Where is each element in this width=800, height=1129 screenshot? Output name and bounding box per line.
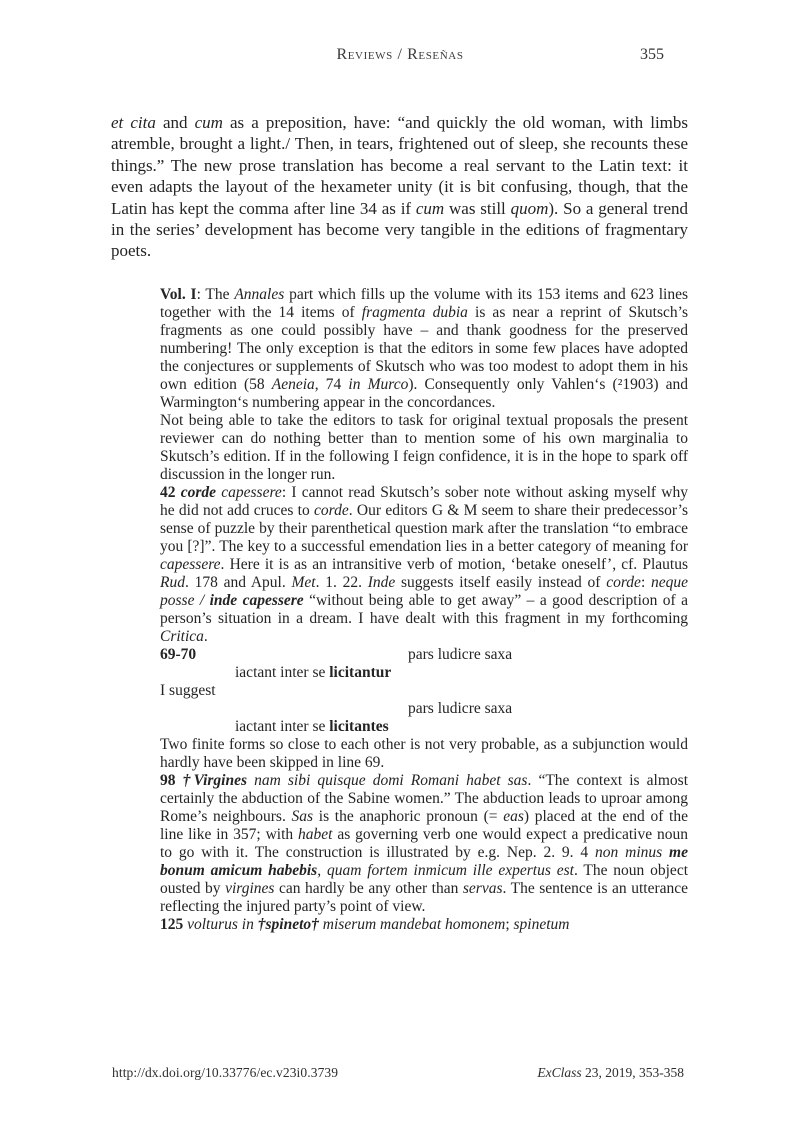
text-run: , [317,862,327,879]
text-run: . Here it is as an intransitive verb of motion, ‘betake oneself’, cf. Plautus [220,556,688,573]
text-run: me bonum amicum habebis [160,844,688,879]
text-run: part which fills up the volume with its 153 items and 623 lines together with the 14 items of [160,286,688,321]
text-run: ). So a general trend in the series’ development has become very tangible in the editions of fragmentary poets. [111,198,688,261]
running-title: Reviews / Reseñas [336,46,464,63]
text-run: inde capessere [209,592,304,609]
text-run: miserum mandebat homonem [322,916,506,933]
text-run: Two finite forms so close to each other is not very probable, as a subjunction would hardly have been skipped in line 69. [160,736,688,771]
verse-line [160,682,688,700]
text-run: ) placed at the end of the line like in 357; with [160,808,688,843]
text-run: ). Consequently only Vahlen‘s (²1903) and Warmington‘s numbering appear in the concordances. [160,376,689,411]
verse-line [160,664,688,682]
text-run: quom [510,198,549,218]
text-run: volturus in [187,916,258,933]
note-paragraph [160,484,688,646]
text-run: : The [196,286,235,303]
note-paragraph [160,736,688,772]
text-run: Inde [367,574,396,591]
text-run: 98 [160,772,183,789]
note-paragraph [160,916,688,934]
text-run: : [640,574,651,591]
intro-paragraph [111,112,688,262]
text-run: capessere [221,484,282,501]
text-run: cum [415,198,445,218]
verse-segment [235,718,389,736]
text-run: virgines [225,880,275,897]
text-run: iactant inter se [235,718,330,735]
verse-line [160,646,688,664]
text-run: habet [298,826,333,843]
text-run: Not being able to take the editors to task for original textual proposals the present reviewer can do nothing better than to mention some of his own marginalia to Skutsch’s edition. If in the following I feign confidence, it is in the hope to spark off discussion in the longer run. [160,412,688,483]
text-run: as governing verb one would expect a predicative noun to go with it. The construction is illustrated by e.g. Nep. 2. 9. 4 [160,826,688,861]
verse-line [160,718,688,736]
text-run: 125 [160,916,188,933]
verse-segment [160,682,216,700]
text-run: †Virgines [182,772,247,789]
text-run: Vol. I [160,286,197,303]
verse-segment [408,700,512,718]
text-run: licitantes [329,718,389,735]
text-run: fragmenta dubia [361,304,468,321]
text-run: pars ludicre saxa [408,700,513,717]
text-run: I suggest [160,682,216,699]
text-run: : I cannot read Skutsch’s sober note without asking myself why he did not add cruces to [160,484,688,519]
text-run: in Murco [348,376,409,393]
text-run: was still [444,198,511,218]
text-run: Annales [234,286,285,303]
text-run: . The sentence is an utterance reflecting the injured party’s point of view. [160,880,689,915]
text-run: is the anaphoric pronoun (= [313,808,504,825]
text-run: Met [291,574,316,591]
text-run: . 178 and Apul. [184,574,292,591]
text-run: eas [503,808,524,825]
text-run: servas [462,880,503,897]
text-run: licitantur [329,664,392,681]
text-run: 69-70 [160,646,197,663]
text-run: capessere [160,556,221,573]
text-run: 23, 2019, 353-358 [581,1065,684,1080]
text-run: is as near a reprint of Skutsch’s fragments as one could possibly have – and thank goodness for the preserved numbering! The only exception is that the editors in some few places have adopted the conjectures or supplements of Skutsch who was too modest to adopt them in his own edition (58 [160,304,688,393]
text-run: ExClass [537,1065,582,1080]
text-run: . 1. 22. [315,574,368,591]
verse-segment [235,664,391,682]
text-run: , 74 [314,376,349,393]
text-run: Critica [160,628,204,645]
text-run: Aeneia [271,376,315,393]
note-paragraph [160,772,688,916]
text-run: pars ludicre saxa [408,646,513,663]
page-number: 355 [640,46,664,63]
text-run: . [203,628,208,645]
text-run: . The noun object ousted by [160,862,688,897]
text-run: “without being able to get away” – a good description of a person’s situation in a dream. I have dealt with this fragment in my forthcoming [160,592,689,627]
text-run: corde [314,502,349,519]
text-run: spinetum [513,916,570,933]
text-run: . “The context is almost certainly the abduction of the Sabine women.” The abduction leads to uproar among Rome’s neighbours. [160,772,689,825]
text-run: quam fortem inmicum ille expertus est [326,862,574,879]
doi-link[interactable]: http://dx.doi.org/10.33776/ec.v23i0.3739 [112,1065,339,1080]
text-run: et cita [111,113,156,132]
text-run: as a preposition, have: “and quickly the old woman, with limbs atremble, brought a light./ Then, in tears, frightened out of sleep, she recounts these things.” The new prose translation has become a real servant to the Latin text: it even adapts the layout of the hexameter unity (it is bit confusing, though, that the Latin has kept the comma after line 34 as if [111,113,689,218]
text-run: corde [180,484,217,501]
text-run: Rud [160,574,185,591]
text-run: iactant inter se [235,664,330,681]
page-header [112,46,688,66]
text-run: Sas [291,808,314,825]
note-paragraph [160,286,688,412]
text-run: can hardly be any other than [274,880,463,897]
text-run: ; [505,916,514,933]
text-run: . Our editors G & M seem to share their predecessor’s sense of puzzle by their parenthetical question mark after the translation “to embrace you [?]”. The key to a successful emendation lies in a better category of meaning for [160,502,689,555]
text-run: and [155,113,195,132]
text-run: 42 [160,484,181,501]
verse-segment [160,646,196,664]
text-run: suggests itself easily instead of [395,574,607,591]
verse-line [160,700,688,718]
text-run: cum [194,113,223,132]
text-run: neque posse / [160,574,689,609]
text-run: nam sibi quisque domi Romani habet sas [254,772,528,789]
text-run: non minus [595,844,670,861]
verse-segment [408,646,512,664]
page-footer [112,1065,688,1083]
journal-citation [537,1065,684,1081]
note-paragraph [160,412,688,484]
text-run: corde [606,574,641,591]
text-run: †spineto† [257,916,319,933]
review-note [160,286,688,934]
